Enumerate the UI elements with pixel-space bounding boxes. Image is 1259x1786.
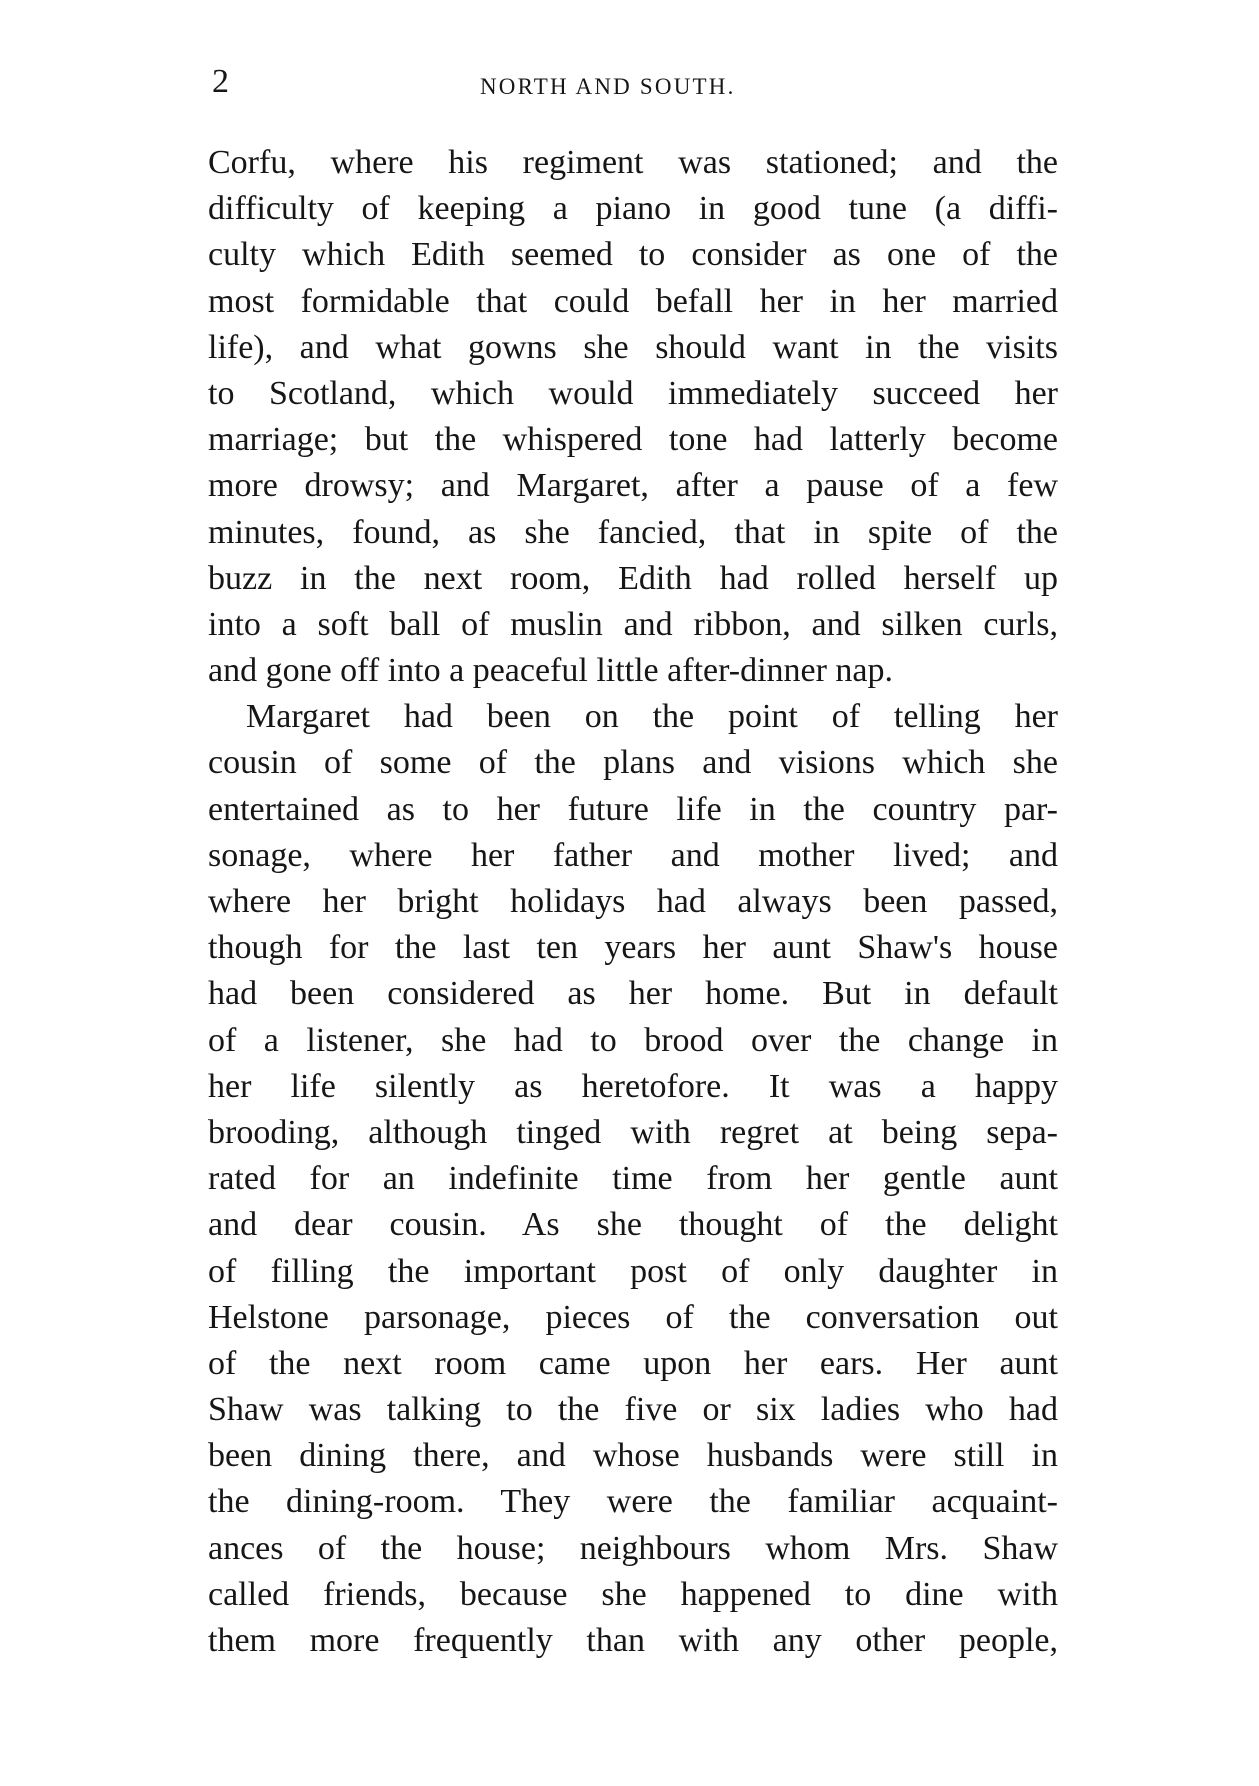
text-line: and dear cousin. As she thought of the delight xyxy=(208,1206,1058,1244)
text-line: culty which Edith seemed to consider as one of the xyxy=(208,236,1058,274)
text-line: had been considered as her home. But in default xyxy=(208,975,1058,1013)
text-line: more drowsy; and Margaret, after a pause of a few xyxy=(208,467,1058,505)
text-line: minutes, found, as she fancied, that in spite of the xyxy=(208,513,1058,551)
text-line: of a listener, she had to brood over the change in xyxy=(208,1021,1058,1059)
text-line: Shaw was talking to the five or six ladies who had xyxy=(208,1391,1058,1429)
body-text xyxy=(208,140,1058,1664)
text-line: ances of the house; neighbours whom Mrs. Shaw xyxy=(208,1529,1058,1567)
text-line: of filling the important post of only daughter in xyxy=(208,1252,1058,1290)
text-line: been dining there, and whose husbands were still in xyxy=(208,1437,1058,1475)
text-line: sonage, where her father and mother lived; and xyxy=(208,836,1058,874)
text-line: marriage; but the whispered tone had latterly become xyxy=(208,421,1058,459)
paragraph-first-line: Margaret had been on the point of telling her xyxy=(246,698,1058,736)
text-line: buzz in the next room, Edith had rolled herself up xyxy=(208,559,1058,597)
text-line: Corfu, where his regiment was stationed; and the xyxy=(208,144,1058,181)
text-line: brooding, although tinged with regret at being sepa- xyxy=(208,1113,1058,1151)
text-line: Helstone parsonage, pieces of the conversation out xyxy=(208,1298,1058,1336)
text-line: them more frequently than with any other people, xyxy=(208,1622,1058,1659)
text-line: of the next room came upon her ears. Her aunt xyxy=(208,1344,1058,1382)
text-line: the dining-room. They were the familiar acquaint- xyxy=(208,1483,1058,1521)
text-line: entertained as to her future life in the country par- xyxy=(208,790,1058,828)
text-line: called friends, because she happened to dine with xyxy=(208,1575,1058,1613)
text-line: cousin of some of the plans and visions which she xyxy=(208,744,1058,782)
paragraph-end-line: and gone off into a peaceful little after-dinner nap. xyxy=(208,652,894,690)
page-number: 2 xyxy=(212,63,229,100)
running-title: NORTH AND SOUTH. xyxy=(480,74,736,99)
text-line: though for the last ten years her aunt Shaw's house xyxy=(208,929,1058,967)
text-line: her life silently as heretofore. It was a happy xyxy=(208,1067,1058,1105)
text-line: difficulty of keeping a piano in good tune (a diffi- xyxy=(208,190,1058,228)
text-line: life), and what gowns she should want in the visits xyxy=(208,328,1058,366)
text-line: most formidable that could befall her in her married xyxy=(208,282,1058,320)
text-line: into a soft ball of muslin and ribbon, and silken curls, xyxy=(208,605,1058,643)
text-line: where her bright holidays had always been passed, xyxy=(208,883,1058,920)
text-line: rated for an indefinite time from her gentle aunt xyxy=(208,1160,1058,1198)
text-line: to Scotland, which would immediately succeed her xyxy=(208,374,1058,412)
